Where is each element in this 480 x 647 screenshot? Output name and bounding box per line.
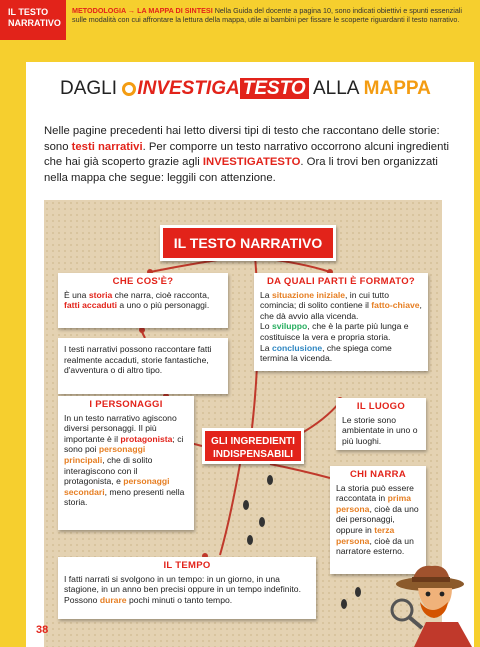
box-text: , in cui tutto comincia; di solito contiene il [260, 289, 389, 311]
box-text: In un testo narrativo agiscono diversi personaggi. Il più importante è il [64, 412, 177, 444]
box-body [64, 574, 310, 606]
footprint-icon [355, 587, 361, 597]
title-investiga: INVESTIGA [137, 78, 240, 99]
box-highlight: durare [99, 594, 127, 605]
box-highlight: sviluppo [271, 321, 308, 332]
connector-line [220, 464, 240, 555]
box-text: I fatti narrati si svolgono in un tempo: in un giorno, in una stagione, in un anno ben precisi oppure in un tempo indefinito. Possono [64, 573, 301, 605]
box-text: La [260, 342, 272, 353]
box-text: , cioè da un narratore esterno. [336, 535, 414, 557]
box-text: ; ci sono poi [64, 433, 184, 455]
box-heading: IL TEMPO [163, 560, 211, 571]
page-number: 38 [36, 624, 49, 636]
box-text: È una [64, 289, 89, 300]
box-highlight: protagonista [120, 433, 173, 444]
box-heading: CHI NARRA [349, 469, 406, 480]
intro-text: . Per comporre un testo narrativo occorrono alcuni ingredienti che hai già scoperto grazie agli [44, 140, 450, 169]
connector-line [270, 464, 330, 478]
intro-text: Nelle pagine precedenti hai letto diversi tipi di testo che raccontano delle storie: sono [44, 125, 440, 153]
box-body [336, 483, 420, 557]
section-tag-line1: IL TESTO [8, 7, 49, 17]
teacher-note-text: Nella Guida del docente a pagina 10, sono indicati obiettivi e spunti essenziali sulle modalità con cui affrontare la lettura della mappa, utile ai bambini per fissare le scoperte riguardanti il testo narrativo. [72, 6, 463, 24]
title-testo: TESTO [240, 78, 309, 99]
box-luogo [336, 398, 426, 450]
central-label-line1: GLI INGREDIENTI [211, 436, 295, 447]
title-mappa: MAPPA [363, 78, 431, 99]
box-text: pochi minuti o tanto tempo. [126, 594, 233, 605]
title-part1: DAGLI [60, 78, 123, 99]
footprint-icon [247, 535, 253, 545]
box-heading: I PERSONAGGI [89, 399, 163, 410]
box-highlight: terza persona [336, 524, 395, 546]
box-tipi: I testi narrativi possono raccontare fatti realmente accaduti, storie fantastiche, d'avventura o di altro tipo. [58, 338, 228, 394]
box-tempo [58, 557, 316, 619]
box-body [64, 413, 188, 508]
footprint-icon [341, 599, 347, 609]
box-heading: DA QUALI PARTI È FORMATO? [266, 276, 416, 287]
box-text: , che di solito interagiscono con il protagonista, e [64, 454, 153, 487]
box-personaggi [58, 396, 194, 530]
box-highlight: conclusione [271, 342, 323, 353]
box-highlight: storia [88, 289, 113, 300]
box-text: a uno o più personaggi. [117, 300, 210, 311]
footprint-icon [243, 500, 249, 510]
box-highlight: fatti accaduti [64, 300, 118, 311]
box-heading: CHE COS'È? [112, 276, 174, 287]
central-label-line2: INDISPENSABILI [212, 449, 293, 460]
box-highlight: personaggi principali [64, 444, 146, 465]
box-body: Le storie sono ambientate in uno o più luoghi. [342, 414, 418, 446]
title-part2: ALLA [308, 78, 364, 99]
box-highlight: fatto-chiave [371, 300, 420, 311]
box-highlight: situazione iniziale [271, 289, 346, 300]
box-text: che narra, cioè racconta, [112, 289, 210, 300]
box-text: , meno presenti nella storia. [64, 486, 185, 508]
intro-highlight: testi narrativi [71, 140, 143, 153]
footprint-icon [267, 475, 273, 485]
connector-line [300, 402, 340, 434]
box-text: , cioè da uno dei personaggi, oppure in [336, 503, 419, 535]
box-chi-narra [330, 466, 426, 574]
box-highlight: personaggi secondari [64, 476, 170, 497]
box-text: La storia può essere raccontata in [336, 482, 414, 504]
box-body [260, 290, 422, 364]
footprint-icon [259, 517, 265, 527]
intro-highlight: INVESTIGATESTO [202, 156, 301, 169]
intro-text: . Ora li trovi ben organizzati nella mappa che segue: leggili con attenzione. [44, 156, 438, 184]
box-che-cose [58, 273, 228, 328]
teacher-note-lead: METODOLOGIA → LA MAPPA DI SINTESI [72, 6, 213, 15]
box-text: , che dà avvio alla vicenda. [260, 300, 422, 321]
map-main-label: IL TESTO NARRATIVO [160, 225, 336, 261]
box-text: , che spiega come termina la vicenda. [260, 342, 392, 364]
section-tag-line2: NARRATIVO [8, 18, 61, 28]
box-text: , che è la parte più lunga e costituisce la vera e propria storia. [260, 321, 409, 342]
detective-illustration-icon [386, 562, 480, 647]
box-highlight: prima persona [336, 493, 411, 514]
box-text: Lo [260, 321, 272, 332]
map-central-label [202, 428, 304, 464]
box-parti [254, 273, 428, 371]
box-body [64, 290, 222, 311]
box-text: La [260, 289, 272, 300]
box-heading: IL LUOGO [356, 401, 406, 412]
